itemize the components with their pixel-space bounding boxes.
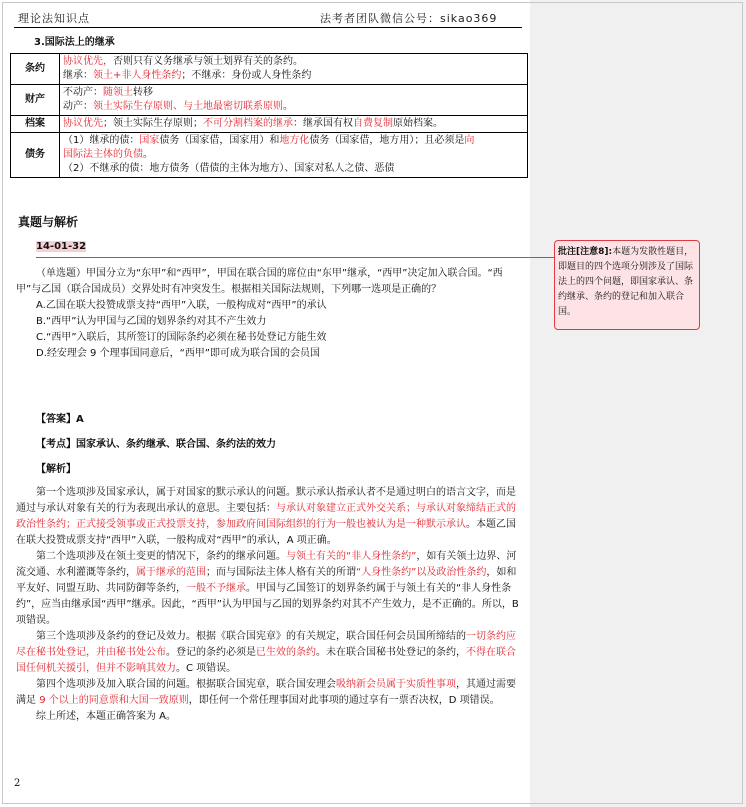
comment-margin [530, 0, 746, 807]
answer: 【答案】A [36, 414, 84, 425]
topic: 【考点】国家承认、条约继承、联合国、条约法的效力 [36, 439, 276, 450]
row-content: 不动产：随领土转移 动产：领土实际生存原则、与土地最密切联系原则。 [60, 85, 528, 116]
header-rule [14, 27, 522, 28]
row-content: 协议优先，否则只有义务继承与领土划界有关的条约。 继承：领土+非人身性条约；不继承：身份或人身性条约 [60, 54, 528, 85]
row-content: 协议优先；领土实际生存原则；不可分割档案的继承：继承国有权自费复制原始档案。 [60, 116, 528, 133]
header-right: 法考者团队微信公号：sikao369 [320, 12, 498, 25]
analysis-conclusion: 综上所述，本题正确答案为 A。 [36, 711, 177, 722]
analysis-paragraph: 第二个选项涉及在领土变更的情况下，条约的继承问题。与领土有关的“非人身性条约”，如有关领土边界、河流交通、水利灌溉等条约，属于继承的范围；而与国际法主体人格有关的所谓“人身性条约”以及政治性条约，如和平友好、同盟互助、共同防御等条约，一般不予继承。甲国与乙国签订的划界条约属于与领土有关的“非人身性条约”，应当由继承国“西甲”继承。因此，“西甲”认为甲国与乙国的划界条约对其不产生效力，是不正确的。所以，B 项错误。 [16, 551, 519, 626]
comment-text: 本题为发散性题目，即题目的四个选项分别涉及了国际法上的四个问题，即国家承认、条约继承、条约的登记和加入联合国。 [558, 247, 694, 317]
row-key: 条约 [11, 54, 60, 85]
question-id: 14-01-32 [36, 241, 87, 252]
option-b: B.“西甲”认为甲国与乙国的划界条约对其不产生效力 [36, 316, 267, 327]
option-a: A.乙国在联大投赞成票支持“西甲”入联，一般构成对“西甲”的承认 [36, 300, 327, 311]
section-title: 3.国际法上的继承 [34, 37, 115, 48]
table-row [11, 85, 528, 116]
section-heading: 真题与解析 [18, 215, 79, 229]
analysis-paragraph: 第四个选项涉及加入联合国的问题。根据联合国宪章，联合国安理会吸纳新会员属于实质性事项，其通过需要满足 9 个以上的同意票和大国一致原则，即任何一个常任理事国对此事项的通过享有一票否决权，D 项错误。 [16, 679, 516, 706]
row-key: 档案 [11, 116, 60, 133]
table-row [11, 133, 528, 178]
table-row [11, 116, 528, 133]
option-d: D.经安理会 9 个理事国同意后，“西甲”即可成为联合国的会员国 [36, 348, 320, 359]
comment-anchor-line [36, 257, 554, 258]
row-key: 债务 [11, 133, 60, 178]
option-c: C.“西甲”入联后，其所签订的国际条约必须在秘书处登记方能生效 [36, 332, 327, 343]
question-stem: （单选题）甲国分立为“东甲”和“西甲”，甲国在联合国的席位由“东甲”继承，“西甲”决定加入联合国。“西甲”与乙国（联合国成员）交界处时有冲突发生。根据相关国际法规则，下列哪一选项是正确的？ [16, 268, 503, 295]
succession-table [10, 53, 528, 178]
header-left: 理论法知识点 [18, 12, 90, 25]
question-block [16, 266, 522, 362]
page-number: 2 [14, 778, 21, 789]
analysis-paragraph: 第一个选项涉及国家承认，属于对国家的默示承认的问题。默示承认指承认者不是通过明白的语言文字，而是通过与承认对象有关的行为表现出承认的意思。主要包括：与承认对象建立正式外交关系；与承认对象缔结正式的政治性条约；正式接受领事或正式投票支持，参加政府间国际组织的行为一般也被认为是一种默示承认。本题乙国在联大投赞成票支持“西甲”入联，一般构成对“西甲”的承认，A 项正确。 [16, 487, 516, 546]
comment-label: 批注[注意8]: [558, 247, 613, 257]
analysis-paragraph: 第三个选项涉及条约的登记及效力。根据《联合国宪章》的有关规定，联合国任何会员国所缔结的一切条约应尽在秘书处登记，并由秘书处公布。登记的条约必须是已生效的条约。未在联合国秘书处登记的条约，不得在联合国任何机关援引，但并不影响其效力。C 项错误。 [16, 631, 516, 674]
table-row [11, 54, 528, 85]
row-content: （1）继承的债：国家债务（国家借，国家用）和地方化债务（国家借，地方用）；且必须是向 国际法主体的负债。 （2）不继承的债：地方债务（借债的主体为地方）、国家对私人之债、恶债 [60, 133, 528, 178]
analysis-block [16, 485, 522, 725]
analysis-label: 【解析】 [36, 464, 76, 475]
row-key: 财产 [11, 85, 60, 116]
comment-bubble[interactable] [554, 240, 700, 330]
